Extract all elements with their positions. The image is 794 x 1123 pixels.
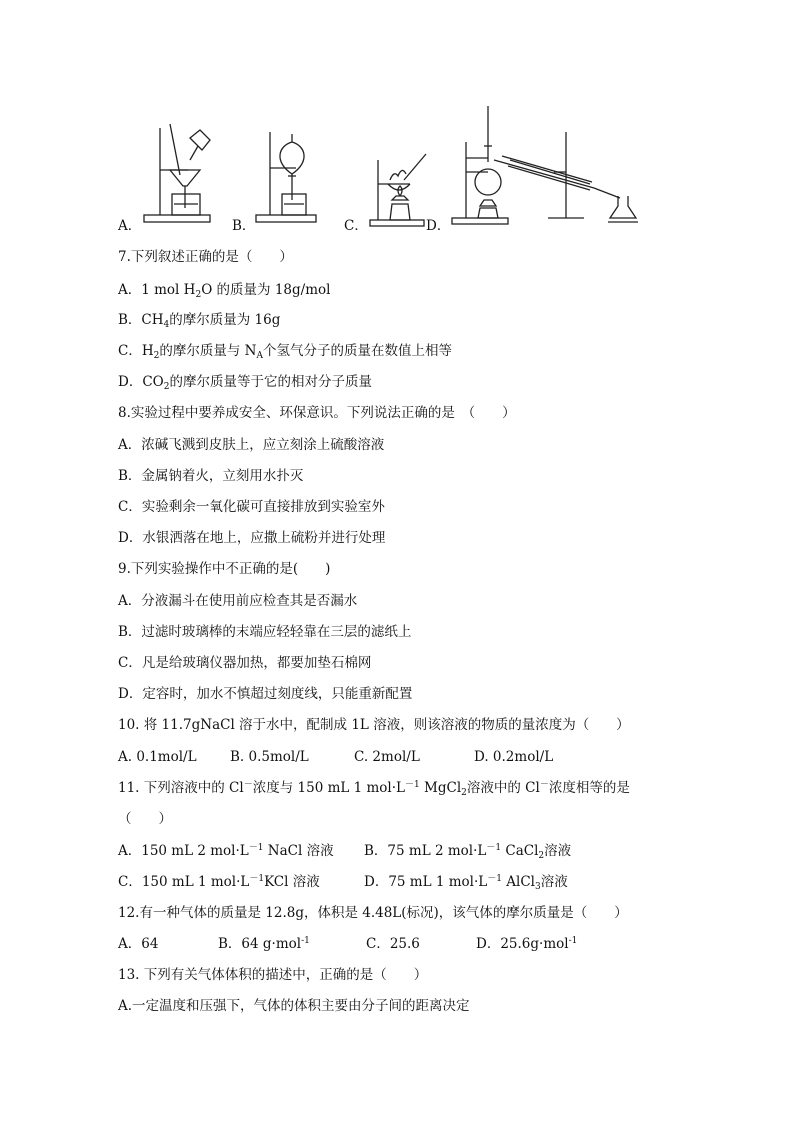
- q11-option-c: C．150 mL 1 $mol\cdot L^{-1}KCl$ 溶液: [118, 874, 320, 890]
- q12-option-a: A．64: [118, 936, 159, 952]
- figure-a-label: A．: [118, 218, 142, 234]
- q8-option-a: A．浓碱飞溅到皮肤上，应立刻涂上硫酸溶液: [118, 437, 385, 453]
- q8-stem: 8.实验过程中要养成安全、环保意识。下列说法正确的是 （ ）: [118, 405, 516, 421]
- q11-option-b: B．75 mL 2 $mol\cdot L^{-1}$ CaCl$_2$溶液: [364, 843, 572, 861]
- q11-option-d: D．75 mL 1 $mol\cdot L^{-1}$ AlCl$_3$溶液: [364, 874, 568, 892]
- q12-option-d: D．25.6g·mol$^{-1}$: [476, 936, 578, 952]
- evaporation-apparatus-icon: [364, 140, 434, 230]
- q11-stem-continued: （ ）: [118, 811, 172, 827]
- q10-option-b: B. 0.5mol/L: [230, 749, 309, 765]
- figure-d-label: D．: [426, 218, 451, 234]
- q12-stem: 12.有一种气体的质量是 12.8g，体积是 4.48L(标况)，该气体的摩尔质量是（ ）: [118, 905, 628, 921]
- q9-stem: 9.下列实验操作中不正确的是( ): [118, 561, 331, 577]
- figure-c-label: C．: [344, 218, 368, 234]
- q10-stem: 10. 将 11.7gNaCl 溶于水中，配制成 1L 溶液，则该溶液的物质的量浓度为（ ）: [118, 717, 630, 733]
- q12-option-b: B．64 g·mol$^{-1}$: [218, 936, 310, 952]
- q7-option-a: A．1 mol $H_2O$ 的质量为 18g/mol: [118, 282, 331, 300]
- q13-stem: 13. 下列有关气体体积的描述中，正确的是（ ）: [118, 967, 428, 983]
- filtration-apparatus-icon: [140, 120, 220, 228]
- q7-option-b: B．$CH_4$的摩尔质量为 16g: [118, 312, 281, 330]
- separatory-funnel-apparatus-icon: [252, 128, 322, 228]
- q12-option-c: C．25.6: [366, 936, 420, 952]
- q9-option-c: C．凡是给玻璃仪器加热，都要加垫石棉网: [118, 655, 372, 671]
- q13-option-a: A.一定温度和压强下，气体的体积主要由分子间的距离决定: [118, 998, 470, 1014]
- q7-option-c: C．$H_2$的摩尔质量与 $N_A$个氢气分子的质量在数值上相等: [118, 343, 452, 361]
- q8-option-b: B．金属钠着火，立刻用水扑灭: [118, 468, 304, 484]
- q9-option-b: B．过滤时玻璃棒的末端应轻轻靠在三层的滤纸上: [118, 624, 412, 640]
- q8-option-c: C．实验剩余一氧化碳可直接排放到实验室外: [118, 499, 385, 515]
- q10-option-d: D. 0.2mol/L: [474, 749, 554, 765]
- figure-b-label: B．: [232, 218, 256, 234]
- q7-stem: 7.下列叙述正确的是（ ）: [118, 249, 293, 265]
- q11-stem: 11. 下列溶液中的 Cl－浓度与 150 mL 1 $mol\cdot L^{-1}$ MgCl$_2$溶液中的 Cl－浓度相等的是: [118, 780, 630, 798]
- q11-option-a: A．150 mL 2 $mol\cdot L^{-1}$ NaCl 溶液: [118, 843, 334, 859]
- q7-option-d: D．$CO_2$的摩尔质量等于它的相对分子质量: [118, 374, 372, 392]
- q10-option-a: A. 0.1mol/L: [118, 749, 197, 765]
- q9-option-d: D．定容时，加水不慎超过刻度线，只能重新配置: [118, 686, 413, 702]
- q10-option-c: C. 2mol/L: [354, 749, 420, 765]
- q9-option-a: A．分液漏斗在使用前应检查其是否漏水: [118, 593, 358, 609]
- distillation-apparatus-icon: [444, 102, 644, 230]
- q8-option-d: D．水银洒落在地上，应撒上硫粉并进行处理: [118, 530, 386, 546]
